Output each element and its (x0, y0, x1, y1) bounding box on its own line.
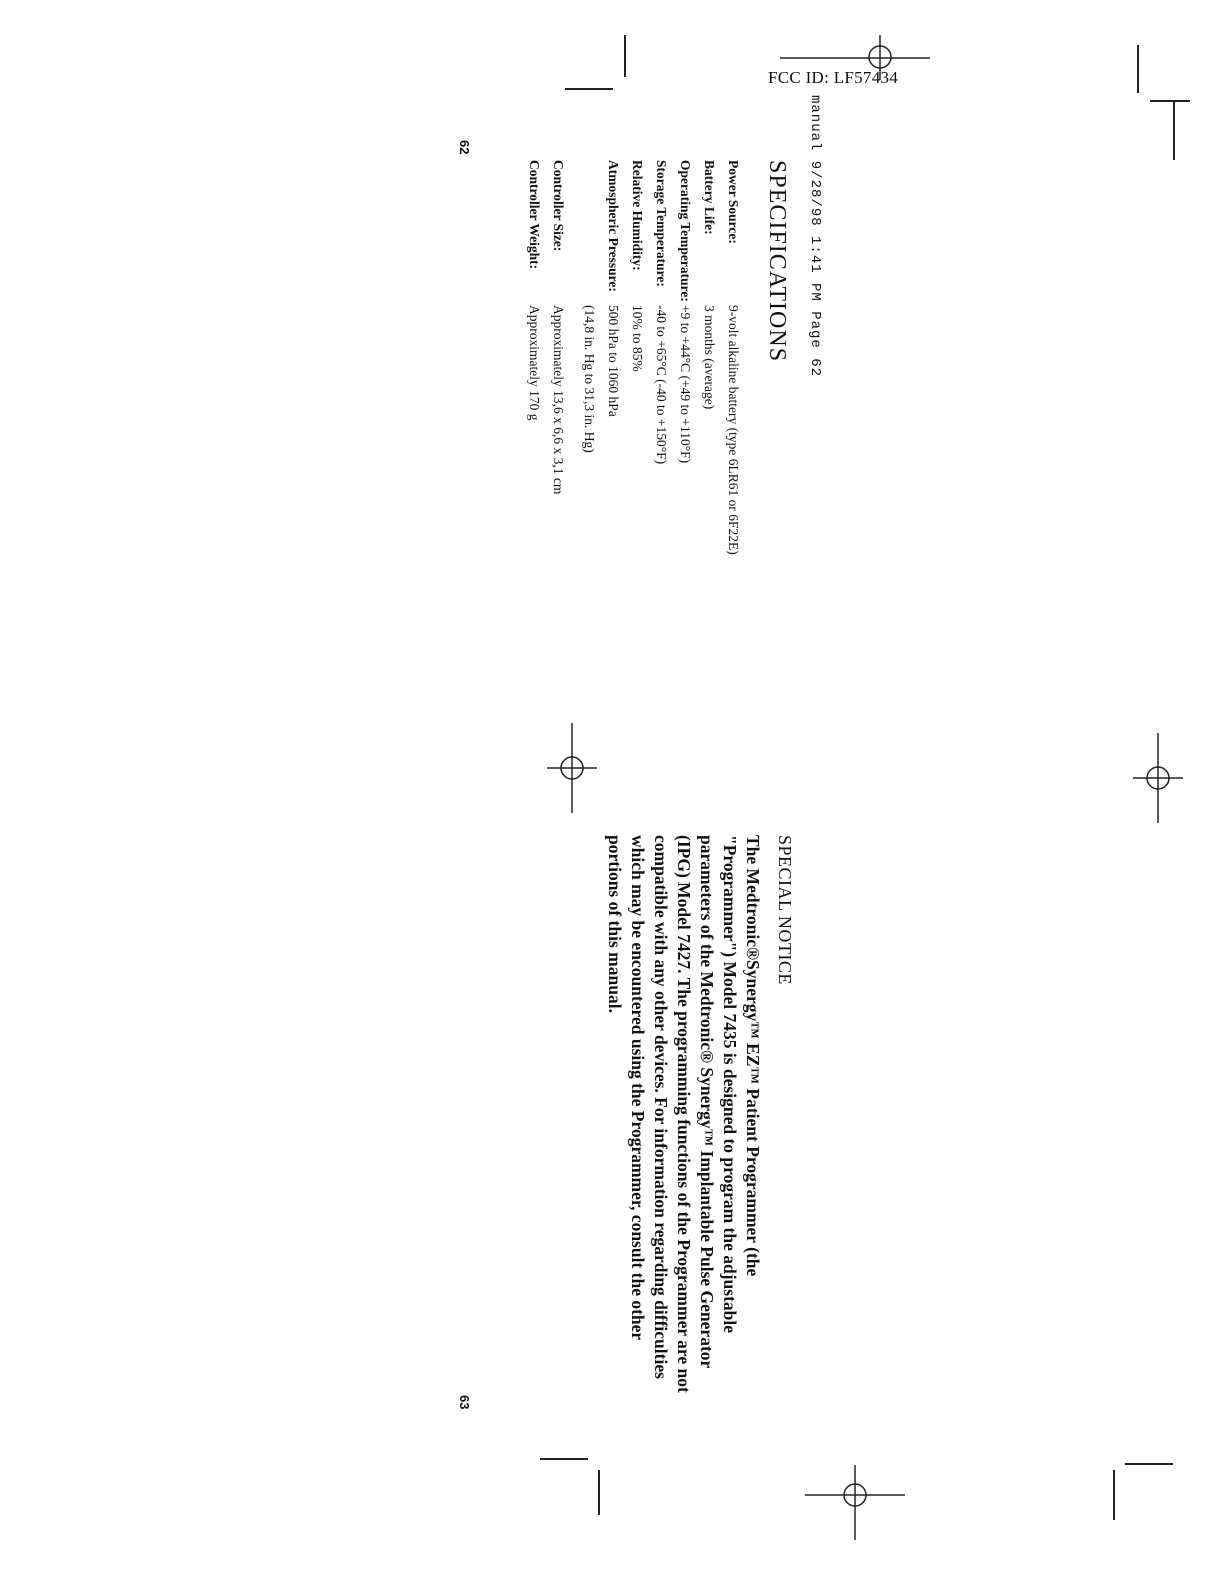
registration-mark (1108, 728, 1208, 828)
spec-row (601, 160, 625, 860)
spec-label: Controller Weight: (527, 160, 542, 270)
spec-value: Approximately 170 g (527, 305, 542, 421)
crop-mark (1137, 45, 1139, 93)
crop-mark (565, 88, 613, 90)
spec-label: Battery Life: (702, 160, 717, 235)
page-number-right: 63 (457, 1395, 472, 1410)
crop-mark (1125, 1463, 1173, 1465)
print-header: manual 9/28/98 1:41 PM Page 62 (807, 95, 823, 378)
special-notice-body: The Medtronic®Synergy™ EZ™ Patient Programmer (the "Programmer") Model 7435 is designed to program the adjustable parameters of the Medtronic® Synergy™ Implantable Pulse Generator (IPG) Model 7427. The programming functions of the Programmer are not compatible with any other devices. For information regarding difficulties which may be encountered using the Programmer, consult the other portions of this manual. (605, 835, 763, 1393)
spec-label: Relative Humidity: (630, 160, 645, 271)
spec-value: Approximately 13,6 x 6,6 x 3,1 cm (551, 305, 566, 495)
spec-label: Operating Temperature: (678, 160, 693, 302)
spec-value: -40 to +65°C (-40 to +150°F) (654, 305, 669, 465)
spec-row (625, 160, 649, 860)
spec-value: 3 months (average) (702, 305, 717, 410)
crop-mark (624, 35, 626, 77)
crop-mark (1150, 100, 1190, 102)
special-notice-heading: SPECIAL NOTICE (775, 835, 795, 985)
spec-row (522, 160, 546, 860)
fcc-id-label: FCC ID: LF57434 (768, 68, 899, 87)
spec-label: Storage Temperature: (654, 160, 669, 287)
spec-value: +9 to +44°C (+49 to +110°F) (678, 305, 693, 464)
specifications-heading: SPECIFICATIONS (764, 160, 790, 363)
spec-row (721, 160, 745, 860)
spec-row (577, 160, 601, 860)
crop-mark (1173, 100, 1175, 160)
spec-label (577, 160, 601, 305)
page-number-left: 62 (457, 140, 472, 155)
spec-value: (14,8 in. Hg to 31,3 in. Hg) (582, 305, 597, 453)
spec-value: 10% to 85% (630, 305, 645, 372)
rotated-page-spread (430, 95, 825, 1565)
spec-row (649, 160, 673, 860)
spec-row (546, 160, 570, 860)
crop-mark (1113, 1470, 1115, 1520)
spec-row (673, 160, 697, 860)
spec-label: Atmospheric Pressure: (606, 160, 621, 292)
spec-label: Power Source: (726, 160, 741, 244)
spec-value: 500 hPa to 1060 hPa (606, 305, 621, 417)
spec-label: Controller Size: (551, 160, 566, 252)
specifications-table (522, 160, 745, 860)
spec-value: 9-volt alkaline battery (type 6LR61 or 6F22E) (726, 305, 741, 555)
special-notice (603, 835, 795, 1395)
spec-row (697, 160, 721, 860)
